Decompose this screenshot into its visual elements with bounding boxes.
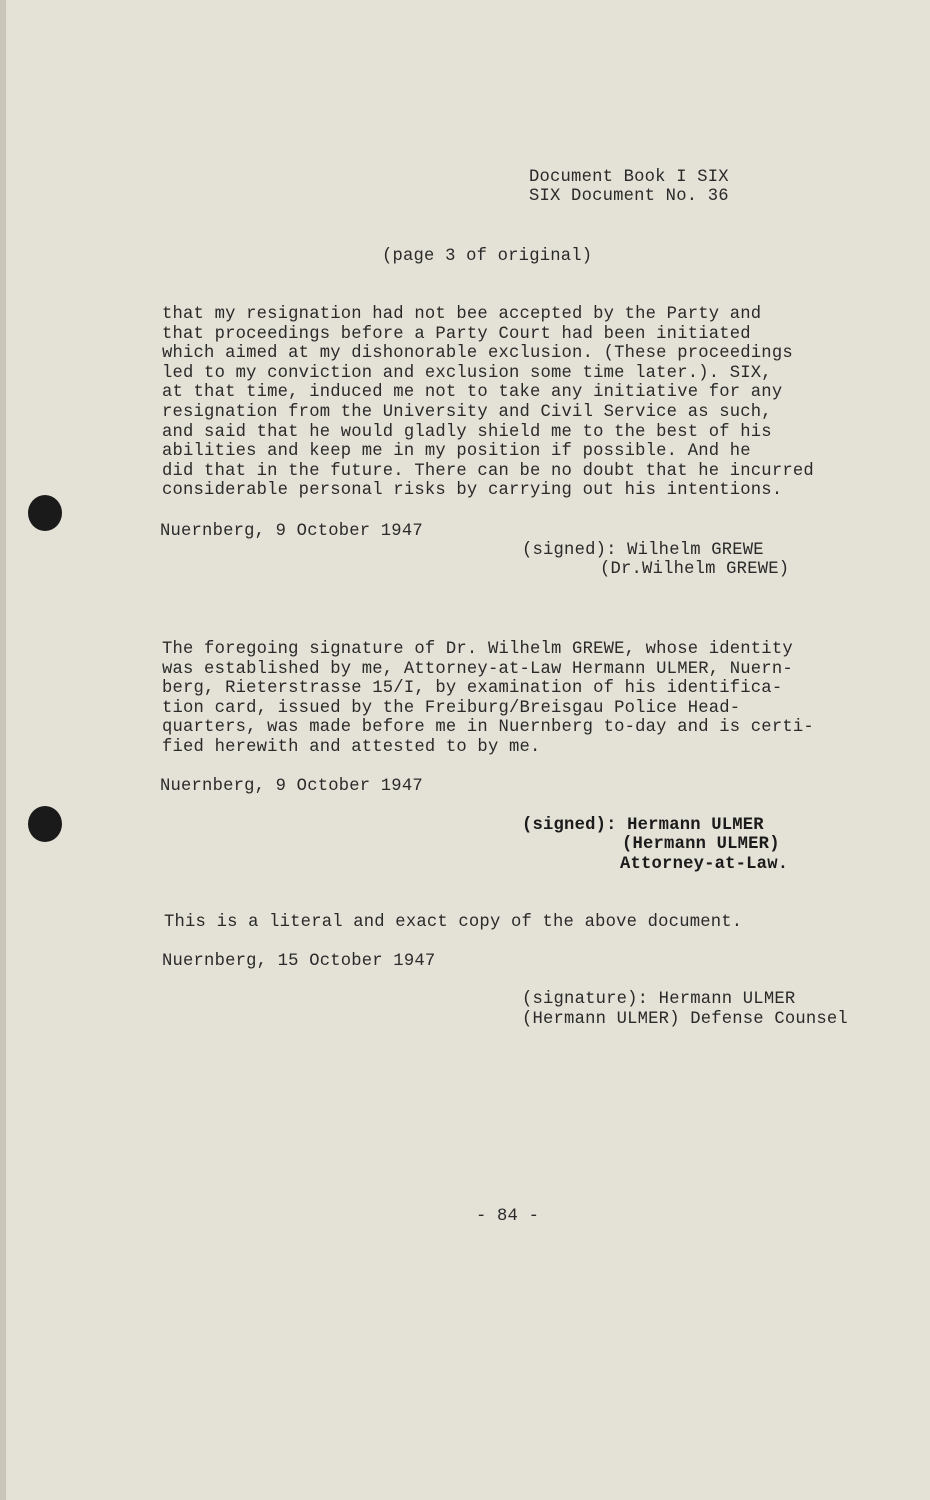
- statement-signed-name: (Dr.Wilhelm GREWE): [600, 560, 790, 579]
- statement-place-date: Nuernberg, 9 October 1947: [160, 522, 423, 541]
- document-book-label: Document Book I SIX: [529, 168, 729, 187]
- page-reference: (page 3 of original): [382, 247, 593, 266]
- copy-note-text: This is a literal and exact copy of the above document.: [164, 913, 743, 932]
- copy-note-signature-name: (Hermann ULMER) Defense Counsel: [522, 1010, 848, 1029]
- text-line: which aimed at my dishonorable exclusion. (These proceedings: [162, 344, 793, 364]
- text-line: fied herewith and attested to by me.: [162, 737, 541, 757]
- text-line: quarters, was made before me in Nuernberg to-day and is certi-: [162, 718, 814, 738]
- copy-note-signature-line: (signature): Hermann ULMER: [522, 990, 796, 1009]
- copy-note-place-date: Nuernberg, 15 October 1947: [162, 952, 436, 971]
- certification-body: [162, 640, 814, 758]
- punch-hole: [28, 806, 62, 842]
- page-number: - 84 -: [476, 1207, 540, 1226]
- text-line: resignation from the University and Civil Service as such,: [162, 402, 772, 422]
- text-line: did that in the future. There can be no doubt that he incurred: [162, 461, 814, 481]
- certification-place-date: Nuernberg, 9 October 1947: [160, 777, 423, 796]
- text-line: that my resignation had not bee accepted by the Party and: [162, 305, 762, 324]
- text-line: at that time, induced me not to take any initiative for any: [162, 383, 783, 403]
- statement-signed-line: (signed): Wilhelm GREWE: [522, 541, 764, 560]
- text-line: led to my conviction and exclusion some time later.). SIX,: [162, 363, 772, 383]
- certification-signed-line: (signed): Hermann ULMER: [522, 816, 764, 835]
- statement-body: [162, 305, 814, 501]
- text-line: that proceedings before a Party Court had been initiated: [162, 324, 751, 344]
- text-line: and said that he would gladly shield me to the best of his: [162, 422, 772, 442]
- certification-signed-title: Attorney-at-Law.: [620, 855, 789, 874]
- text-line: The foregoing signature of Dr. Wilhelm GREWE, whose identity: [162, 640, 793, 659]
- text-line: abilities and keep me in my position if possible. And he: [162, 442, 751, 462]
- certification-signed-name: (Hermann ULMER): [622, 835, 780, 854]
- text-line: considerable personal risks by carrying out his intentions.: [162, 481, 783, 501]
- paper-edge: [0, 0, 6, 1500]
- document-number: SIX Document No. 36: [529, 187, 729, 206]
- text-line: tion card, issued by the Freiburg/Breisgau Police Head-: [162, 698, 741, 718]
- punch-hole: [28, 495, 62, 531]
- text-line: was established by me, Attorney-at-Law Hermann ULMER, Nuern-: [162, 659, 793, 679]
- text-line: berg, Rieterstrasse 15/I, by examination of his identifica-: [162, 679, 783, 699]
